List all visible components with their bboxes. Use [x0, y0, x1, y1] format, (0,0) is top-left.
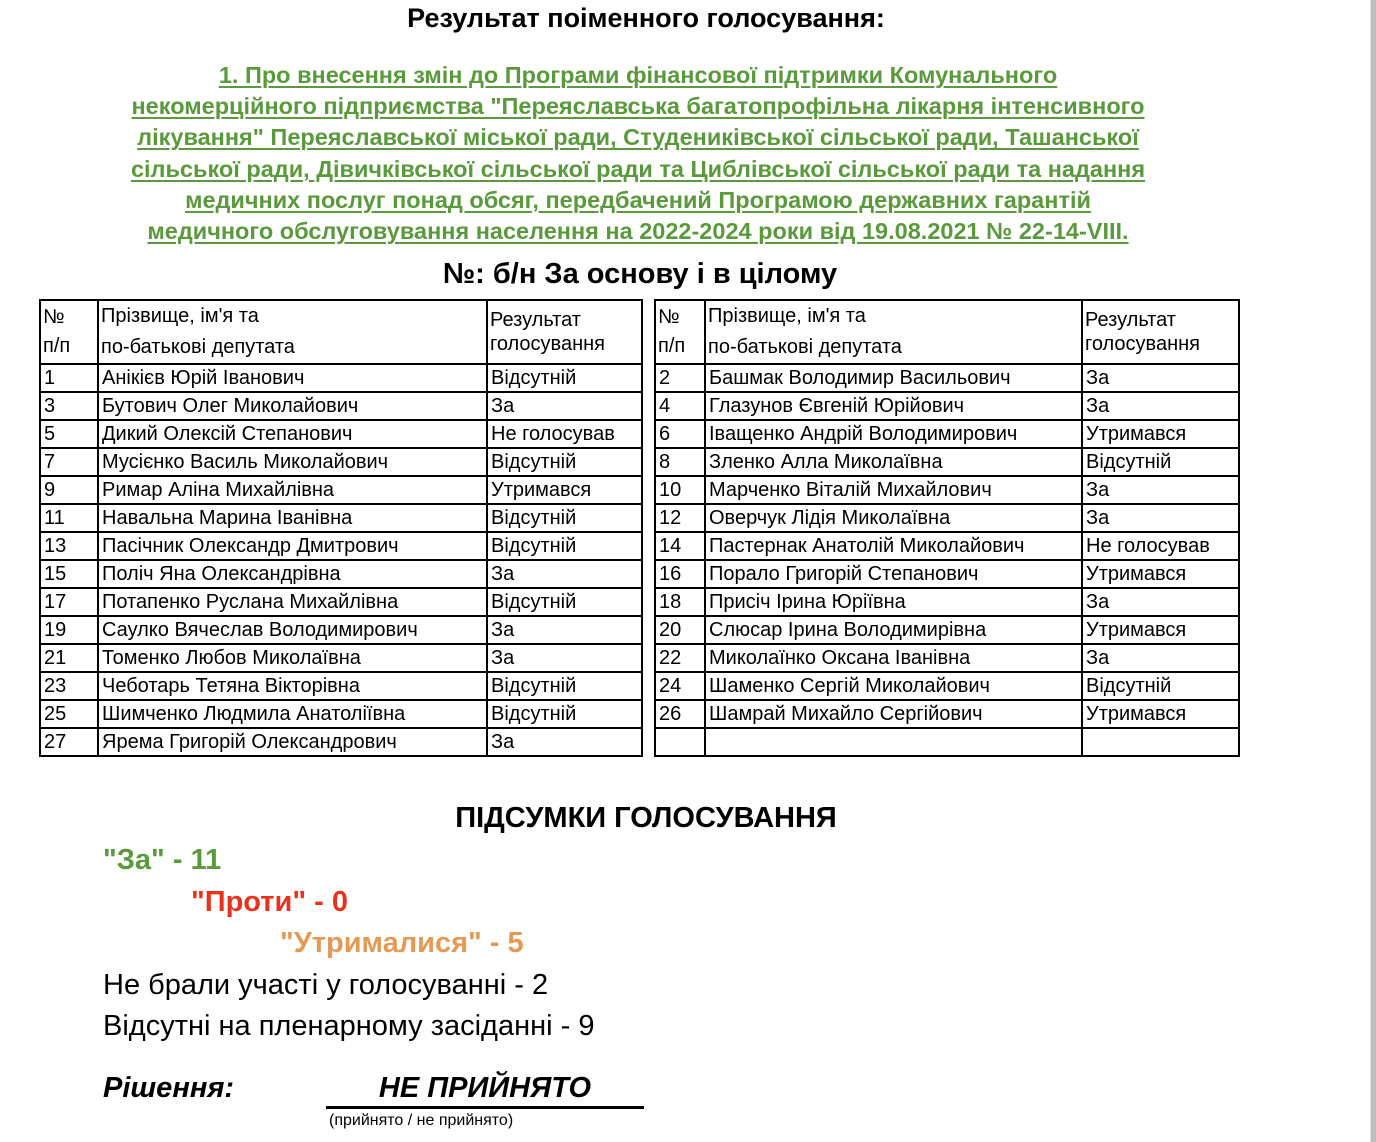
page-edge — [1371, 0, 1376, 1142]
cell-deputy-name: Шимченко Людмила Анатоліївна — [98, 700, 487, 728]
decision-label: Рішення: — [103, 1072, 235, 1104]
cell-vote-result: За — [487, 728, 642, 756]
cell-vote-result: Утримався — [1082, 560, 1239, 588]
cell-vote-result: За — [487, 616, 642, 644]
cell-vote-result: За — [1082, 588, 1239, 616]
col-result-header: Результат голосування — [1082, 300, 1239, 364]
cell-deputy-name: Пасічник Олександр Дмитрович — [98, 532, 487, 560]
cell-vote-result: Утримався — [1082, 420, 1239, 448]
table-row — [40, 504, 642, 532]
cell-number: 4 — [655, 392, 705, 420]
col-number-header: № п/п — [655, 300, 705, 364]
cell-number: 7 — [40, 448, 98, 476]
cell-number: 27 — [40, 728, 98, 756]
decision-underline — [326, 1106, 644, 1109]
table-row — [655, 476, 1239, 504]
cell-deputy-name: Оверчук Лідія Миколаївна — [705, 504, 1082, 532]
summary-abstained: "Утрималися" - 5 — [280, 927, 524, 959]
cell-vote-result: За — [1082, 504, 1239, 532]
cell-vote-result: Утримався — [1082, 616, 1239, 644]
cell-vote-result: За — [1082, 364, 1239, 392]
table-row — [40, 728, 642, 756]
cell-number: 25 — [40, 700, 98, 728]
table-row — [40, 476, 642, 504]
cell-number: 17 — [40, 588, 98, 616]
cell-number: 22 — [655, 644, 705, 672]
cell-vote-result: Відсутній — [487, 672, 642, 700]
table-row — [40, 644, 642, 672]
cell-vote-result: Відсутній — [487, 448, 642, 476]
cell-deputy-name: Навальна Марина Іванівна — [98, 504, 487, 532]
col-number-header: № п/п — [40, 300, 98, 364]
table-row — [655, 560, 1239, 588]
reading-type: №: б/н За основу і в цілому — [442, 258, 838, 290]
cell-vote-result: За — [1082, 644, 1239, 672]
cell-number: 18 — [655, 588, 705, 616]
subject-line: сільської ради, Дівичківської сільської ради та Циблівської сільської ради та надання — [130, 155, 1146, 182]
cell-vote-result: Відсутній — [487, 532, 642, 560]
cell-number: 12 — [655, 504, 705, 532]
cell-deputy-name: Мусієнко Василь Миколайович — [98, 448, 487, 476]
cell-deputy-name: Іващенко Андрій Володимирович — [705, 420, 1082, 448]
summary-not-voted: Не брали участі у голосуванні - 2 — [103, 969, 549, 1001]
cell-number — [655, 728, 705, 756]
cell-number: 23 — [40, 672, 98, 700]
table-row — [655, 672, 1239, 700]
cell-vote-result: Відсутній — [487, 364, 642, 392]
cell-number: 6 — [655, 420, 705, 448]
cell-deputy-name: Римар Аліна Михайлівна — [98, 476, 487, 504]
cell-vote-result: Не голосував — [1082, 532, 1239, 560]
cell-deputy-name — [705, 728, 1082, 756]
vote-table-right — [654, 299, 1240, 757]
cell-number: 2 — [655, 364, 705, 392]
cell-vote-result — [1082, 728, 1239, 756]
table-row — [40, 532, 642, 560]
cell-deputy-name: Порало Григорій Степанович — [705, 560, 1082, 588]
cell-number: 3 — [40, 392, 98, 420]
summary-against: "Проти" - 0 — [191, 886, 348, 918]
decision-hint: (прийнято / не прийнято) — [329, 1112, 514, 1129]
table-header-row — [40, 300, 642, 364]
subject-line: медичних послуг понад обсяг, передбачений Програмою державних гарантій — [185, 186, 1091, 213]
cell-deputy-name: Дикий Олексій Степанович — [98, 420, 487, 448]
cell-deputy-name: Саулко Вячеслав Володимирович — [98, 616, 487, 644]
cell-deputy-name: Зленко Алла Миколаївна — [705, 448, 1082, 476]
cell-vote-result: Утримався — [487, 476, 642, 504]
table-row — [655, 700, 1239, 728]
cell-number: 5 — [40, 420, 98, 448]
cell-deputy-name: Бутович Олег Миколайович — [98, 392, 487, 420]
cell-number: 15 — [40, 560, 98, 588]
table-row — [655, 392, 1239, 420]
cell-number: 1 — [40, 364, 98, 392]
table-row — [655, 504, 1239, 532]
cell-vote-result: Утримався — [1082, 700, 1239, 728]
cell-deputy-name: Анікієв Юрій Іванович — [98, 364, 487, 392]
table-header-row — [655, 300, 1239, 364]
cell-number: 11 — [40, 504, 98, 532]
table-row — [655, 448, 1239, 476]
cell-deputy-name: Присіч Ірина Юріївна — [705, 588, 1082, 616]
table-row — [40, 364, 642, 392]
table-row — [40, 700, 642, 728]
cell-vote-result: Відсутній — [1082, 672, 1239, 700]
table-row — [40, 616, 642, 644]
summary-title: ПІДСУМКИ ГОЛОСУВАННЯ — [455, 802, 837, 834]
cell-vote-result: За — [487, 392, 642, 420]
summary-for: "За" - 11 — [103, 844, 222, 876]
decision-value: НЕ ПРИЙНЯТО — [378, 1072, 592, 1104]
table-row — [655, 364, 1239, 392]
cell-vote-result: За — [1082, 476, 1239, 504]
cell-deputy-name: Пастернак Анатолій Миколайович — [705, 532, 1082, 560]
cell-deputy-name: Башмак Володимир Васильович — [705, 364, 1082, 392]
table-row — [655, 728, 1239, 756]
cell-deputy-name: Поліч Яна Олександрівна — [98, 560, 487, 588]
cell-vote-result: Відсутній — [1082, 448, 1239, 476]
cell-vote-result: За — [1082, 392, 1239, 420]
table-row — [655, 616, 1239, 644]
cell-number: 16 — [655, 560, 705, 588]
table-row — [40, 588, 642, 616]
cell-deputy-name: Шаменко Сергій Миколайович — [705, 672, 1082, 700]
cell-number: 21 — [40, 644, 98, 672]
cell-number: 19 — [40, 616, 98, 644]
cell-deputy-name: Томенко Любов Миколаївна — [98, 644, 487, 672]
subject-line: некомерційного підприємства "Переяславська багатопрофільна лікарня інтенсивного — [131, 93, 1145, 120]
page-title: Результат поіменного голосування: — [407, 3, 885, 33]
cell-vote-result: Відсутній — [487, 700, 642, 728]
subject-line: медичного обслуговування населення на 2022-2024 роки від 19.08.2021 № 22-14-VIII. — [147, 218, 1129, 245]
cell-deputy-name: Ярема Григорій Олександрович — [98, 728, 487, 756]
cell-number: 20 — [655, 616, 705, 644]
table-row — [40, 392, 642, 420]
cell-deputy-name: Чеботарь Тетяна Вікторівна — [98, 672, 487, 700]
table-row — [655, 588, 1239, 616]
table-row — [40, 448, 642, 476]
cell-number: 8 — [655, 448, 705, 476]
cell-number: 26 — [655, 700, 705, 728]
table-row — [40, 672, 642, 700]
cell-deputy-name: Шамрай Михайло Сергійович — [705, 700, 1082, 728]
col-name-header: Прізвище, ім'я та по-батькові депутата — [705, 300, 1082, 364]
table-row — [40, 420, 642, 448]
cell-number: 13 — [40, 532, 98, 560]
cell-vote-result: Відсутній — [487, 504, 642, 532]
cell-vote-result: Відсутній — [487, 588, 642, 616]
cell-vote-result: Не голосував — [487, 420, 642, 448]
cell-number: 14 — [655, 532, 705, 560]
cell-deputy-name: Потапенко Руслана Михайлівна — [98, 588, 487, 616]
agenda-subject — [40, 60, 1236, 247]
cell-vote-result: За — [487, 644, 642, 672]
col-result-header: Результат голосування — [487, 300, 642, 364]
table-row — [40, 560, 642, 588]
summary-absent: Відсутні на пленарному засіданні - 9 — [103, 1010, 595, 1042]
subject-line: лікування" Переяславської міської ради, Студениківської сільської ради, Ташанської — [137, 124, 1139, 151]
cell-deputy-name: Глазунов Євгеній Юрійович — [705, 392, 1082, 420]
cell-deputy-name: Миколаїнко Оксана Іванівна — [705, 644, 1082, 672]
vote-table-left — [39, 299, 643, 757]
cell-number: 9 — [40, 476, 98, 504]
table-row — [655, 644, 1239, 672]
cell-vote-result: За — [487, 560, 642, 588]
col-name-header: Прізвище, ім'я та по-батькові депутата — [98, 300, 487, 364]
cell-number: 10 — [655, 476, 705, 504]
table-row — [655, 532, 1239, 560]
subject-line: 1. Про внесення змін до Програми фінансової підтримки Комунального — [218, 62, 1058, 88]
cell-deputy-name: Слюсар Ірина Володимирівна — [705, 616, 1082, 644]
cell-deputy-name: Марченко Віталій Михайлович — [705, 476, 1082, 504]
table-row — [655, 420, 1239, 448]
cell-number: 24 — [655, 672, 705, 700]
